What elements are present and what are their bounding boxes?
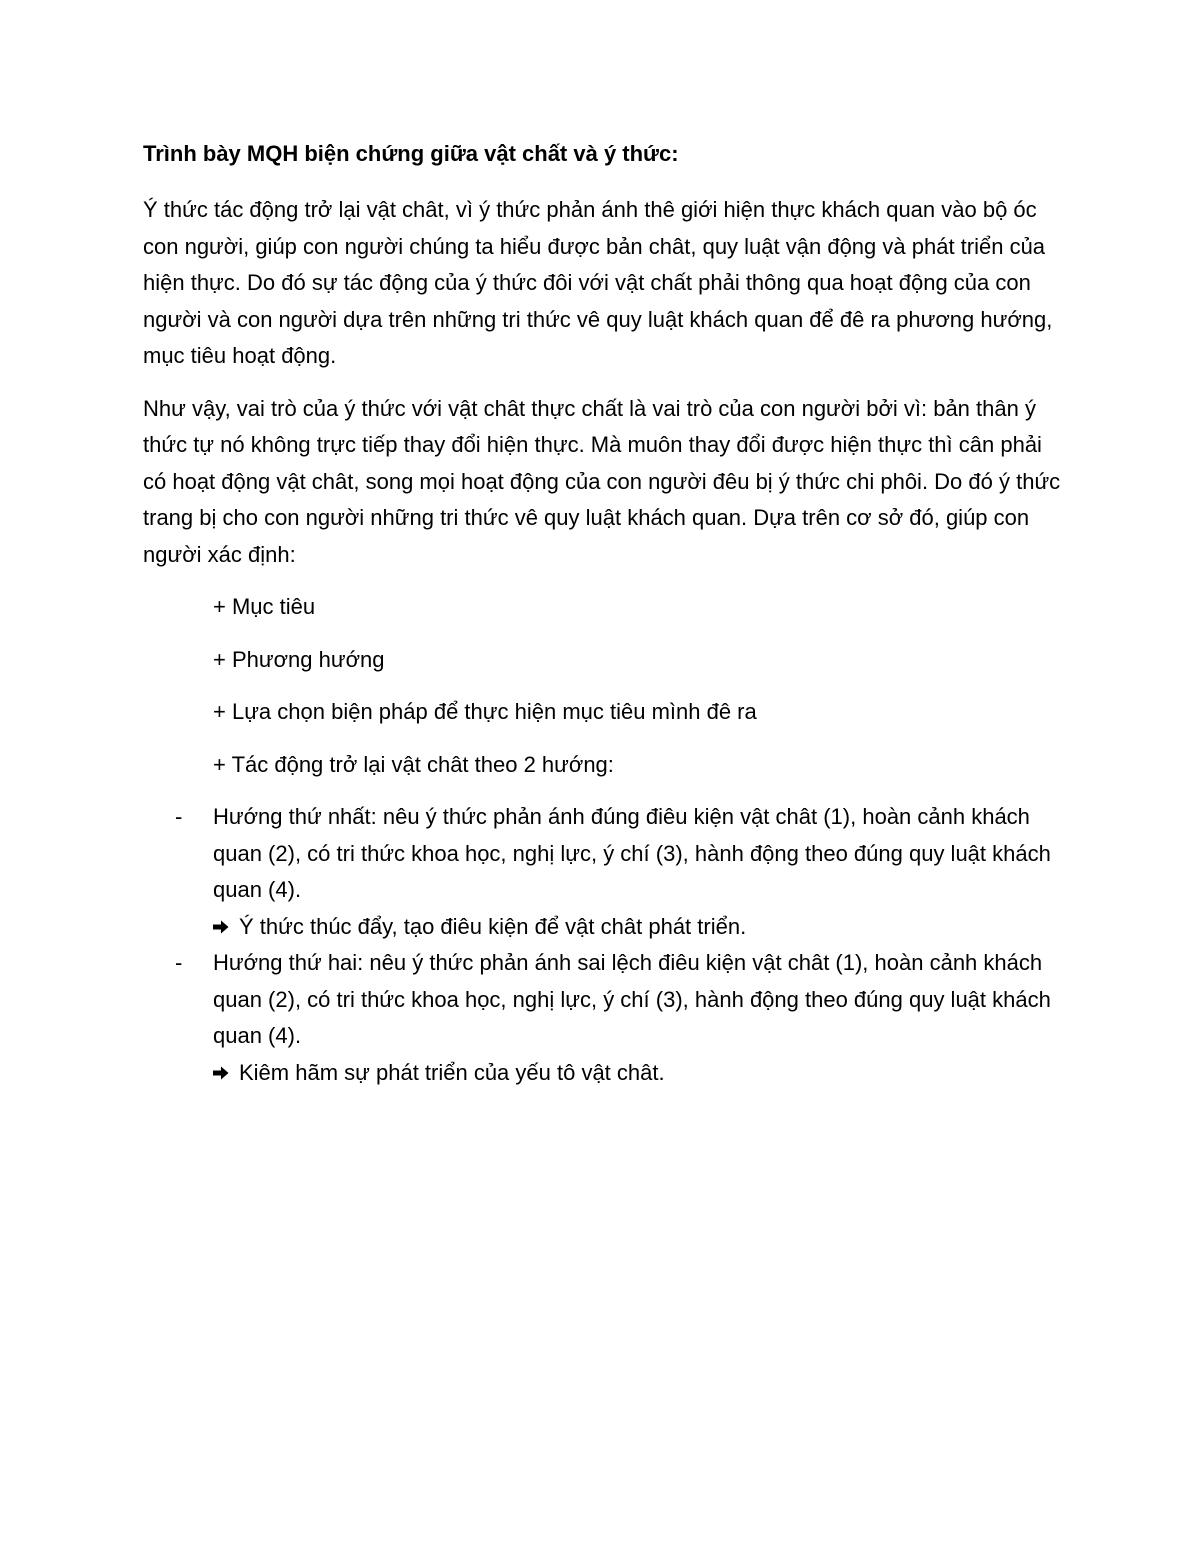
plus-item: + Tác động trở lại vật chât theo 2 hướng: [213,751,614,777]
conclusion-text: Ý thức thúc đẩy, tạo điêu kiện để vật chât phát triển. [239,913,747,939]
plus-item: + Phương hướng [213,646,385,672]
right-arrow-icon [213,1065,229,1081]
conclusion-line [213,1055,1063,1092]
dash-item [143,799,1063,945]
dash-marker: - [175,950,183,975]
dash-item-text: Hướng thứ nhất: nêu ý thức phản ánh đúng điêu kiện vật chât (1), hoàn cảnh khách quan (2), có tri thức khoa học, nghị lực, ý chí (3), hành động theo đúng quy luật khách quan (4). [213,804,1051,902]
plus-list [143,589,1063,783]
document-body [143,136,1063,1091]
dash-item [143,945,1063,1091]
conclusion-text: Kiêm hãm sự phát triển của yếu tô vật chât. [239,1059,665,1085]
document-title: Trình bày MQH biện chứng giữa vật chất và ý thức: [143,141,679,166]
conclusion-line [213,909,1063,946]
paragraph-2: Như vậy, vai trò của ý thức với vật chât thực chất là vai trò của con người bởi vì: bản thân ý thức tự nó không trực tiếp thay đổi hiện thực. Mà muôn thay đổi được hiện thực thì cân phải có hoạt động vật chât, song mọi hoạt động của con người đêu bị ý thức chi phôi. Do đó ý thức trang bị cho con người những tri thức vê quy luật khách quan. Dựa trên cơ sở đó, giúp con người xác định: [143,395,1061,567]
dash-list [143,799,1063,1091]
paragraph-1: Ý thức tác động trở lại vật chât, vì ý thức phản ánh thê giới hiện thực khách quan vào bộ óc con người, giúp con người chúng ta hiểu được bản chât, quy luật vận động và phát triển của hiện thực. Do đó sự tác động của ý thức đôi với vật chất phải thông qua hoạt động của con người và con người dựa trên những tri thức vê quy luật khách quan để đê ra phương hướng, mục tiêu hoạt động. [143,197,1053,368]
right-arrow-icon [213,919,229,935]
plus-item: + Lựa chọn biện pháp để thực hiện mục tiêu mình đê ra [213,699,757,724]
dash-marker: - [175,804,183,829]
dash-item-text: Hướng thứ hai: nêu ý thức phản ánh sai lệch điêu kiện vật chât (1), hoàn cảnh khách quan (2), có tri thức khoa học, nghị lực, ý chí (3), hành động theo đúng quy luật khách quan (4). [213,950,1051,1048]
plus-item: + Mục tiêu [213,594,316,619]
